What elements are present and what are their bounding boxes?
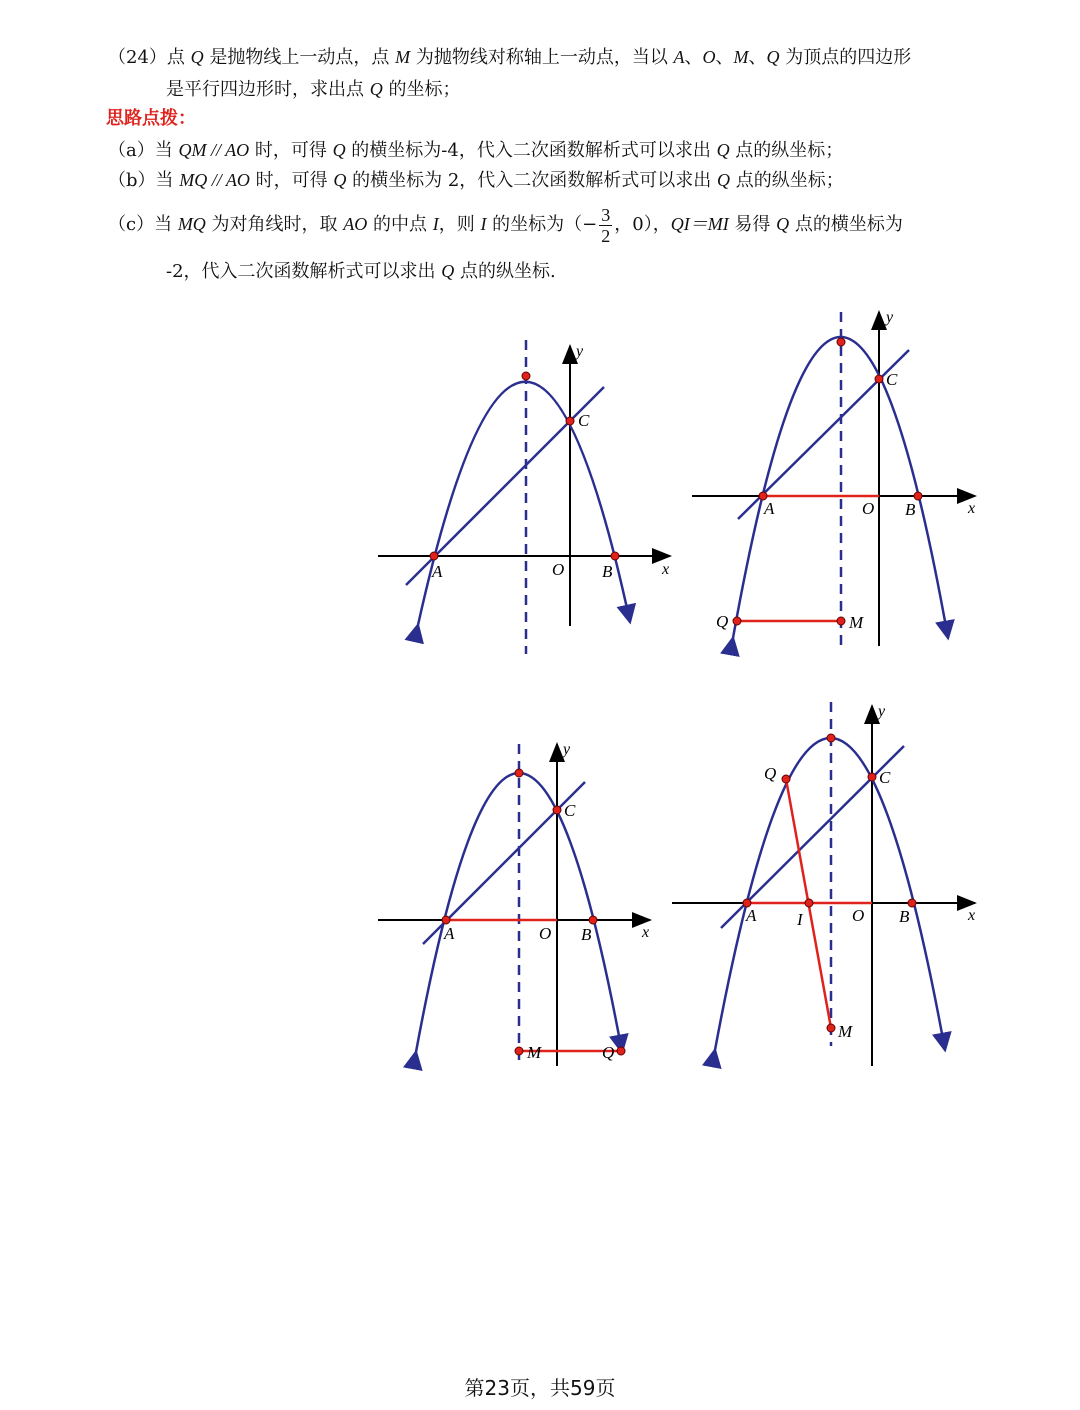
point-b [611, 552, 619, 560]
label-o: O [862, 499, 875, 518]
point-c [868, 773, 876, 781]
problem-line-1: （24）点 Q 是抛物线上一动点，点 M 为抛物线对称轴上一动点，当以 A、O、M、Q 为顶点的四边形 [108, 47, 912, 68]
label-o: O [539, 924, 552, 943]
label-x: x [662, 561, 670, 578]
label-y: y [878, 703, 886, 720]
label-q: Q [716, 612, 729, 631]
graph-1 [378, 340, 670, 654]
graph-4 [672, 702, 975, 1066]
problem-line-2: 是平行四边形时，求出点 Q 的坐标； [166, 79, 461, 100]
label-m: M [849, 613, 864, 632]
parabola [418, 382, 630, 625]
graph-3 [378, 741, 650, 1066]
label-b: B [899, 907, 910, 926]
point-c [875, 375, 883, 383]
label-m: M [527, 1043, 542, 1062]
label-y: y [886, 309, 894, 326]
point-a [442, 916, 450, 924]
graph-2 [692, 309, 975, 646]
label-m: M [838, 1022, 853, 1041]
label-c: C [564, 801, 576, 820]
point-b [908, 899, 916, 907]
hint-title: 思路点拨： [106, 108, 196, 129]
point-vertex [515, 769, 523, 777]
point-vertex [522, 372, 530, 380]
case-c-line-2: -2，代入二次函数解析式可以求出 Q 点的纵坐标. [166, 261, 556, 282]
label-q: Q [764, 764, 777, 783]
label-c: C [879, 768, 891, 787]
label-b: B [905, 500, 916, 519]
point-q [782, 775, 790, 783]
point-vertex [837, 338, 845, 346]
label-c: C [578, 411, 590, 430]
label-b: B [602, 562, 613, 581]
point-a [430, 552, 438, 560]
page-footer: 第23页，共59页 [464, 1376, 616, 1400]
label-i: I [797, 910, 803, 929]
label-o: O [552, 560, 565, 579]
point-m [515, 1047, 523, 1055]
label-a: A [432, 562, 443, 581]
label-q: Q [602, 1043, 615, 1062]
case-a: （a）当 QM // AO 时，可得 Q 的横坐标为-4，代入二次函数解析式可以求出 Q 点的纵坐标； [108, 140, 844, 161]
point-vertex [827, 734, 835, 742]
label-x: x [968, 500, 976, 517]
label-y: y [576, 343, 584, 360]
label-c: C [886, 370, 898, 389]
point-i [805, 899, 813, 907]
point-q [617, 1047, 625, 1055]
case-b: （b）当 MQ // AO 时，可得 Q 的横坐标为 2，代入二次函数解析式可以求出 Q 点的纵坐标； [108, 170, 844, 191]
point-c [566, 417, 574, 425]
label-a: A [444, 924, 455, 943]
case-c: （c）当 MQ 为对角线时，取 AO 的中点 I，则 I 的坐标为（− $\frac{3}{2}$ ，0），QI＝MI 易得 Q 点的横坐标为 [108, 204, 903, 246]
point-m [837, 617, 845, 625]
label-x: x [968, 907, 976, 924]
fraction-three-halves: $\frac{3}{2}$ [601, 204, 611, 246]
point-b [914, 492, 922, 500]
label-b: B [581, 925, 592, 944]
point-b [589, 916, 597, 924]
label-x: x [642, 924, 650, 941]
point-c [553, 806, 561, 814]
label-y: y [563, 741, 571, 758]
point-m [827, 1024, 835, 1032]
point-q [733, 617, 741, 625]
label-o: O [852, 906, 865, 925]
label-a: A [764, 499, 775, 518]
label-a: A [746, 906, 757, 925]
